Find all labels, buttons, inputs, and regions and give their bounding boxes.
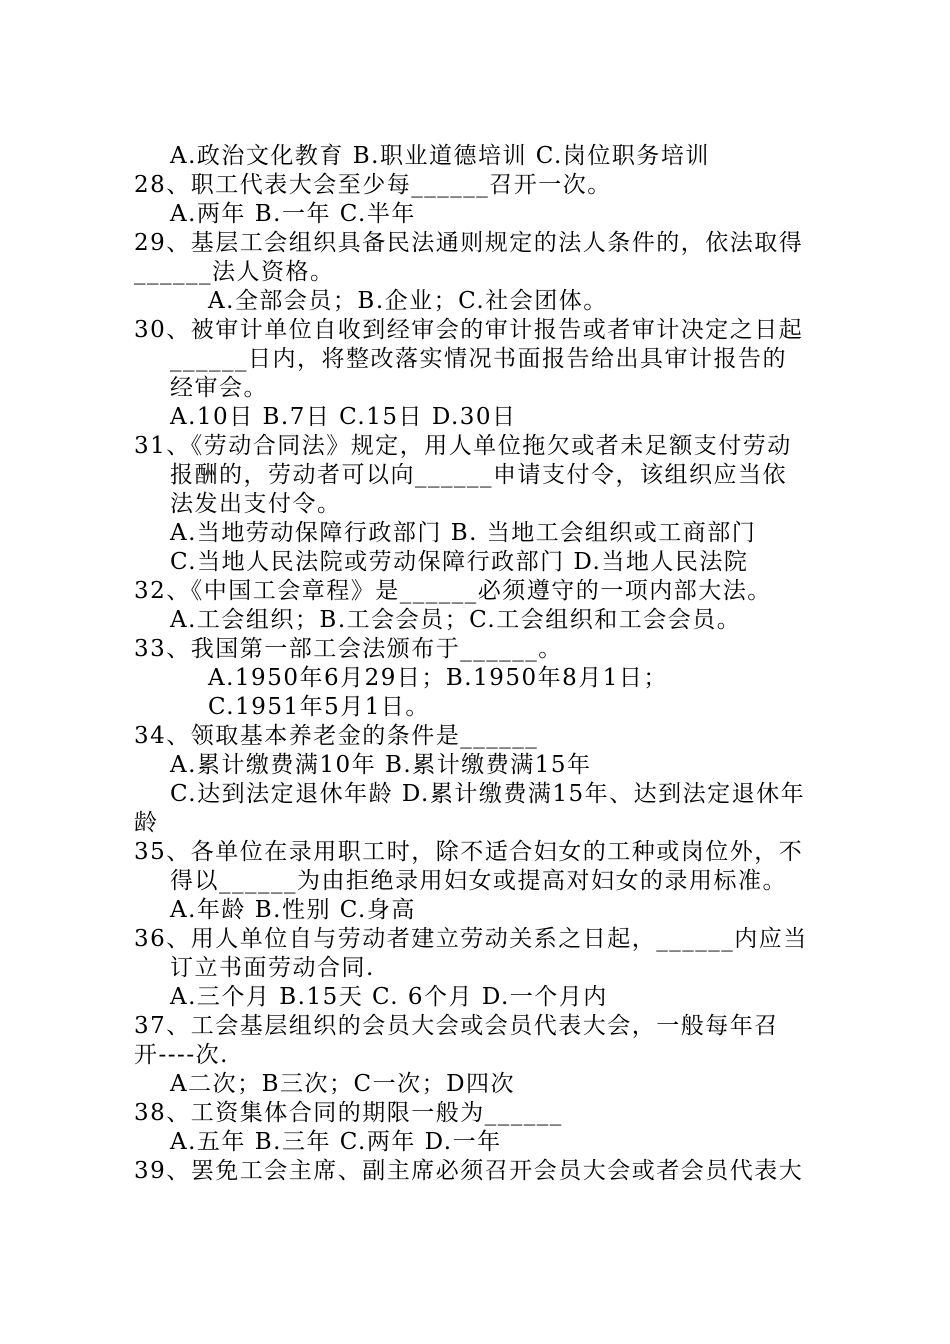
q35-question-cont: 得以______为由拒绝录用妇女或提高对妇女的录用标准。 — [170, 868, 787, 894]
q35-question: 35、各单位在录用职工时，除不适合妇女的工种或岗位外，不 — [134, 839, 804, 865]
q31-question-cont: 报酬的，劳动者可以向______申请支付令，该组织应当依 — [170, 462, 787, 488]
q37-question: 37、工会基层组织的会员大会或会员代表大会，一般每年召 — [134, 1013, 779, 1039]
q34-options-cd: C.达到法定退休年龄 D.累计缴费满15年、达到法定退休年 — [170, 781, 806, 807]
q39-question: 39、罢免工会主席、副主席必须召开会员大会或者会员代表大 — [134, 1158, 804, 1184]
q32-question: 32、《中国工会章程》是______必须遵守的一项内部大法。 — [134, 578, 772, 604]
q31-question-cont2: 法发出支付令。 — [170, 491, 342, 517]
q30-question-cont2: 经审会。 — [170, 375, 268, 401]
q28-options: A.两年 B.一年 C.半年 — [170, 201, 416, 227]
q37-question-cont: 开----次. — [134, 1042, 229, 1068]
q34-options-ab: A.累计缴费满10年 B.累计缴费满15年 — [170, 752, 592, 778]
q33-options-ab: A.1950年6月29日；B.1950年8月1日； — [208, 665, 668, 691]
q38-options: A.五年 B.三年 C.两年 D.一年 — [170, 1129, 502, 1155]
q30-question-cont: ______日内，将整改落实情况书面报告给出具审计报告的 — [170, 346, 787, 372]
q33-question: 33、我国第一部工会法颁布于______。 — [134, 636, 563, 662]
q31-options-cd: C.当地人民法院或劳动保障行政部门 D.当地人民法院 — [170, 549, 749, 575]
q32-options: A.工会组织；B.工会会员；C.工会组织和工会会员。 — [170, 607, 742, 633]
q33-options-c: C.1951年5月1日。 — [208, 694, 430, 720]
q29-question-cont: ______法人资格。 — [134, 259, 335, 285]
q36-options: A.三个月 B.15天 C. 6个月 D.一个月内 — [170, 984, 608, 1010]
q38-question: 38、工资集体合同的期限一般为______ — [134, 1100, 563, 1126]
q35-options: A.年龄 B.性别 C.身高 — [170, 897, 416, 923]
q29-question: 29、基层工会组织具备民法通则规定的法人条件的，依法取得 — [134, 230, 804, 256]
q28-question: 28、职工代表大会至少每______召开一次。 — [134, 172, 612, 198]
q29-options: A.全部会员；B.企业；C.社会团体。 — [208, 288, 608, 314]
q37-options: A二次；B三次；C一次；D四次 — [170, 1071, 516, 1097]
q36-question: 36、用人单位自与劳动者建立劳动关系之日起，______内应当 — [134, 926, 808, 952]
q27-options: A.政治文化教育 B.职业道德培训 C.岗位职务培训 — [170, 143, 710, 169]
q36-question-cont: 订立书面劳动合同. — [170, 955, 375, 981]
q31-question: 31、《劳动合同法》规定，用人单位拖欠或者未足额支付劳动 — [134, 433, 792, 459]
q30-options: A.10日 B.7日 C.15日 D.30日 — [170, 404, 517, 430]
q30-question: 30、被审计单位自收到经审会的审计报告或者审计决定之日起 — [134, 317, 804, 343]
q34-options-cd-cont: 龄 — [134, 810, 159, 836]
q31-options-ab: A.当地劳动保障行政部门 B. 当地工会组织或工商部门 — [170, 520, 757, 546]
q34-question: 34、领取基本养老金的条件是______ — [134, 723, 539, 749]
